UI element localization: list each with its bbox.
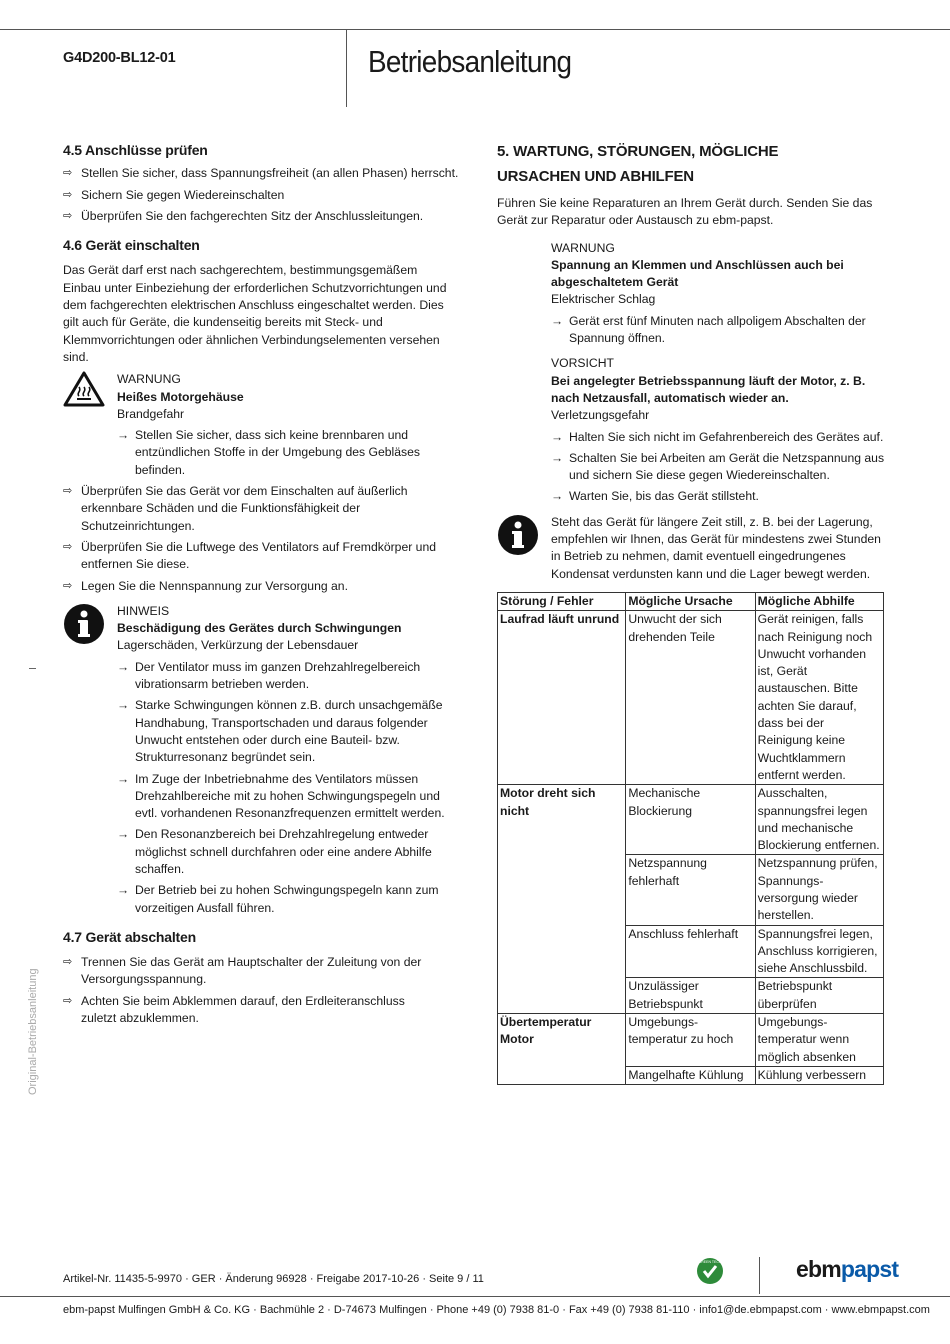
header-divider bbox=[346, 29, 347, 107]
warning-subtitle: Brandgefahr bbox=[117, 406, 185, 421]
cause-cell: Umgebungs-temperatur zu hoch bbox=[626, 1014, 755, 1067]
action-item: → Der Ventilator muss im ganzen Drehzahlregelbereich vibrationsarm betrieben werden. bbox=[117, 659, 421, 692]
remedy-cell: Ausschalten, spannungsfrei legen und mechanische Blockierung entfernen. bbox=[755, 785, 883, 855]
cause-cell: Anschluss fehlerhaft bbox=[626, 925, 755, 978]
info-box bbox=[497, 514, 892, 583]
list-item: ⇨ Legen Sie die Nennspannung zur Versorgung an. bbox=[63, 578, 468, 595]
notice-title: Beschädigung des Gerätes durch Schwingungen bbox=[117, 621, 402, 636]
right-arrow-icon: → bbox=[117, 827, 130, 842]
remedy-cell: Gerät reinigen, falls nach Reinigung noch Unwucht vorhanden ist, Gerät austauschen. Bitte achten Sie darauf, dass bei der Reinigung keine Wuchtklammern entfernt werden. bbox=[755, 611, 883, 785]
document-title: Betriebsanleitung bbox=[368, 44, 572, 79]
info-icon bbox=[63, 603, 105, 650]
header-rule bbox=[0, 29, 950, 30]
column-header: Störung / Fehler bbox=[498, 592, 626, 610]
action-item: → Gerät erst fünf Minuten nach allpoligem Abschalten der Spannung öffnen. bbox=[551, 313, 866, 346]
right-arrow-icon: → bbox=[551, 429, 564, 444]
list-item: ⇨ Trennen Sie das Gerät am Hauptschalter der Zuleitung von der Versorgungsspannung. bbox=[63, 955, 422, 987]
caution-box bbox=[497, 355, 892, 505]
arrow-bullet-icon: ⇨ bbox=[63, 188, 73, 201]
right-arrow-icon: → bbox=[551, 450, 564, 465]
right-arrow-icon: → bbox=[551, 313, 564, 328]
column-header: Mögliche Abhilfe bbox=[755, 592, 883, 610]
notice-label: HINWEIS bbox=[117, 603, 170, 618]
action-item: → Der Betrieb bei zu hohen Schwingungspegeln kann zum vorzeitigen Ausfall führen. bbox=[117, 883, 439, 915]
right-arrow-icon: → bbox=[117, 428, 130, 443]
remedy-cell: Betriebspunkt überprüfen bbox=[755, 978, 883, 1014]
remedy-cell: Umgebungs-temperatur wenn möglich absenken bbox=[755, 1014, 883, 1067]
caution-label: VORSICHT bbox=[551, 356, 614, 371]
footer-rule bbox=[0, 1296, 950, 1297]
warning-subtitle: Elektrischer Schlag bbox=[551, 292, 656, 307]
company-info: ebm-papst Mulfingen GmbH & Co. KG · Bachmühle 2 · D-74673 Mulfingen · Phone +49 (0) 7938 81-0 · Fax +49 (0) 7938 81-110 · info1@de.ebmpapst.com · www.ebmpapst.com bbox=[63, 1304, 930, 1316]
right-column bbox=[497, 139, 892, 1085]
cause-cell: Mangelhafte Kühlung bbox=[626, 1066, 755, 1084]
heading-4-5: 4.5 Anschlüsse prüfen bbox=[63, 142, 208, 158]
warning-label: WARNUNG bbox=[551, 240, 615, 255]
cause-cell: Unzulässiger Betriebspunkt bbox=[626, 978, 755, 1014]
footer-divider bbox=[759, 1257, 760, 1294]
action-item: → Stellen Sie sicher, dass sich keine brennbaren und entzündlichen Stoffe in der Umgebung des Gebläses befinden. bbox=[117, 428, 421, 477]
table-row bbox=[498, 611, 884, 785]
column-header: Mögliche Ursache bbox=[626, 592, 755, 610]
list-item: ⇨ Achten Sie beim Abklemmen darauf, den Erdleiteranschluss zuletzt abzuklemmen. bbox=[63, 993, 405, 1026]
action-item: → Im Zuge der Inbetriebnahme des Ventilators müssen Drehzahlbereiche mit zu hohen Schwingungspegeln und evtl. vorhandenen Resonanzfrequenzen ermittelt werden. bbox=[117, 771, 445, 821]
info-icon bbox=[497, 514, 539, 561]
fault-cell: Übertemperatur Motor bbox=[498, 1014, 626, 1085]
cause-cell: Mechanische Blockierung bbox=[626, 785, 755, 855]
caution-title: Bei angelegter Betriebsspannung läuft der Motor, z. B. nach Netzausfall, automatisch wieder an. bbox=[551, 373, 866, 405]
info-text: Steht das Gerät für längere Zeit still, z. B. bei der Lagerung, empfehlen wir Ihnen, das Gerät für mindestens zwei Stunden in Betrieb zu nehmen, damit eventuell eingedrungenes Kondensat verdunsten kann und die Lager bewegt werden. bbox=[551, 514, 881, 581]
model-number: G4D200-BL12-01 bbox=[63, 50, 176, 66]
cause-cell: Unwucht der sich drehenden Teile bbox=[626, 611, 755, 785]
notice-subtitle: Lagerschäden, Verkürzung der Lebensdauer bbox=[117, 638, 359, 653]
warning-box bbox=[497, 240, 892, 348]
remedy-cell: Netzspannung prüfen, Spannungs-versorgung wieder herstellen. bbox=[755, 855, 883, 925]
heading-4-6: 4.6 Gerät einschalten bbox=[63, 237, 200, 254]
side-label: Original-Betriebsanleitung bbox=[27, 968, 39, 1095]
list-item: ⇨ Überprüfen Sie das Gerät vor dem Einschalten auf äußerlich erkennbare Schäden und die Funktionsfähigkeit der Schutzeinrichtungen. bbox=[63, 484, 408, 533]
right-arrow-icon: → bbox=[117, 771, 130, 786]
right-arrow-icon: → bbox=[551, 489, 564, 504]
arrow-bullet-icon: ⇨ bbox=[63, 956, 73, 969]
action-item: → Warten Sie, bis das Gerät stillsteht. bbox=[551, 488, 892, 505]
cause-cell: Netzspannung fehlerhaft bbox=[626, 855, 755, 925]
action-item: → Starke Schwingungen können z.B. durch unsachgemäße Handhabung, Transportschaden und daraus folgender Unwucht entstehen oder durch eine Bauteil- bzw. Strukturresonanz begründet sein. bbox=[117, 698, 443, 765]
list-item: ⇨ Überprüfen Sie die Luftwege des Ventilators auf Fremdkörper und entfernen Sie diese. bbox=[63, 539, 436, 572]
remedy-cell: Kühlung verbessern bbox=[755, 1066, 883, 1084]
green-tech-badge bbox=[696, 1257, 724, 1288]
left-column bbox=[63, 142, 468, 1027]
remedy-cell: Spannungsfrei legen, Anschluss korrigieren, siehe Anschlussbild. bbox=[755, 925, 883, 978]
intro-paragraph: Führen Sie keine Reparaturen an Ihrem Gerät durch. Senden Sie das Gerät zur Reparatur oder Austausch zu ebm-papst. bbox=[497, 196, 873, 228]
ebmpapst-logo: ebmpapst bbox=[796, 1256, 899, 1282]
heading-5: 5. WARTUNG, STÖRUNGEN, MÖGLICHE URSACHEN UND ABHILFEN bbox=[497, 143, 779, 185]
action-item: → Halten Sie sich nicht im Gefahrenbereich des Gerätes auf. bbox=[551, 429, 892, 446]
table-row bbox=[498, 1014, 884, 1067]
notice-box bbox=[63, 603, 468, 917]
arrow-bullet-icon: ⇨ bbox=[63, 579, 73, 592]
heading-4-7: 4.7 Gerät abschalten bbox=[63, 928, 196, 945]
margin-mark bbox=[29, 668, 36, 669]
action-item: → Schalten Sie bei Arbeiten am Gerät die Netzspannung aus und sichern Sie diese gegen Wiedereinschalten. bbox=[551, 450, 885, 483]
list-item: ⇨ Stellen Sie sicher, dass Spannungsfreiheit (an allen Phasen) herrscht. bbox=[63, 165, 468, 182]
fault-cell: Laufrad läuft unrund bbox=[498, 611, 626, 785]
right-arrow-icon: → bbox=[117, 698, 130, 713]
warning-title: Spannung an Klemmen und Anschlüssen auch bei abgeschaltetem Gerät bbox=[551, 257, 844, 290]
right-arrow-icon: → bbox=[117, 883, 130, 898]
table-header-row bbox=[498, 592, 884, 610]
arrow-bullet-icon: ⇨ bbox=[63, 485, 73, 498]
arrow-bullet-icon: ⇨ bbox=[63, 209, 73, 222]
list-item: ⇨ Überprüfen Sie den fachgerechten Sitz der Anschlussleitungen. bbox=[63, 208, 468, 225]
arrow-bullet-icon: ⇨ bbox=[63, 540, 73, 553]
badge-text: GREEN TECH bbox=[698, 1260, 722, 1264]
fault-cell: Motor dreht sich nicht bbox=[498, 785, 626, 1014]
troubleshooting-table bbox=[497, 592, 884, 1085]
hot-surface-warning-icon bbox=[63, 371, 105, 412]
right-arrow-icon: → bbox=[117, 659, 130, 674]
paragraph: Das Gerät darf erst nach sachgerechtem, bestimmungsgemäßem Einbau unter Einbeziehung der erforderlichen Schutzvorrichtungen und dem fachgerechten elektrischen Anschluss eingeschaltet werden. Dies gilt auch für Geräte, die kundenseitig bereits mit Steck- und Klemmvorrichtungen oder ähnlichen Verbindungselementen versehen sind. bbox=[63, 263, 447, 364]
warning-title: Heißes Motorgehäuse bbox=[117, 389, 244, 404]
caution-subtitle: Verletzungsgefahr bbox=[551, 408, 650, 423]
warning-box bbox=[63, 371, 468, 479]
action-item: → Den Resonanzbereich bei Drehzahlregelung entweder möglichst schnell durchfahren oder eine andere Abhilfe schaffen. bbox=[117, 827, 432, 876]
article-info: Artikel-Nr. 11435-5-9970 · GER · Änderung 96928 · Freigabe 2017-10-26 · Seite 9 / 11 bbox=[63, 1273, 484, 1285]
arrow-bullet-icon: ⇨ bbox=[63, 994, 73, 1007]
arrow-bullet-icon: ⇨ bbox=[63, 167, 73, 180]
list-item: ⇨ Sichern Sie gegen Wiedereinschalten bbox=[63, 187, 468, 204]
table-row bbox=[498, 785, 884, 855]
warning-label: WARNUNG bbox=[117, 372, 181, 387]
